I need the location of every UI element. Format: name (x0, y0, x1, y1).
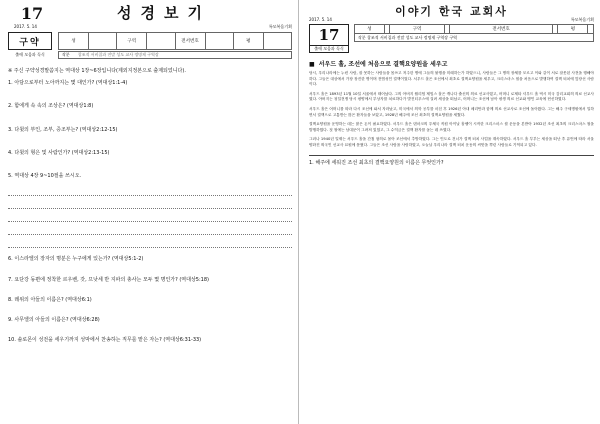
question-text: 역대상 4장 9~10절을 쓰시오. (14, 173, 82, 179)
phone-field[interactable] (205, 33, 233, 50)
question-text: 사무엘의 아들의 이름은? (14, 317, 69, 323)
question-item (8, 277, 292, 283)
info-header: 성 (355, 25, 385, 34)
answer-line[interactable] (8, 222, 292, 235)
question-text: 요단강 동편에 정착한 르우벤, 갓, 므낫세 반 지파의 총사는 모두 몇 명인가? (14, 276, 178, 283)
question-number: 10. (8, 337, 16, 344)
question-number: 4. (8, 149, 13, 156)
question-text: 다윗의 형은 및 사람인가? (14, 149, 71, 156)
question-ref: (역대상6:1) (65, 296, 92, 303)
ref-label: 출애 모음과 독식 (15, 52, 45, 57)
district-field[interactable] (147, 33, 175, 50)
score-field[interactable] (263, 33, 291, 50)
article-title (309, 59, 594, 68)
publisher: 특모복음기획 (268, 24, 292, 29)
question-text: 이스라엘의 장자의 명분은 누구에게 있는가? (14, 256, 111, 263)
article-paragraph: 결핵요양원을 운영하는 데는 많은 돈이 필요하였다. 서우드 홀은 덴마크의 우체국 직원 아이날 홀벨이 시작한 크리스마스 씰 운동을 본받아 1932년 조선 최초의 크리스마스 씰을 발행하였다. 첫 씰에는 남대문이 그려져 있었고, 그 수익금은 결핵 환자를 돕는 데 쓰였다. (309, 122, 594, 132)
instructions: ※ 주신 구약성경말씀지는 역대상 1장~6장입니다(제외지정본으로 출제되었니다). (8, 68, 186, 74)
question-ref: (역대상6:28) (70, 317, 100, 323)
question-text: 레위의 아들의 이름은? (14, 296, 64, 303)
quiz-text: 1. 해주에 세워진 조선 최초의 결핵요양원의 이름은 무엇인가? (309, 159, 444, 166)
left-header (8, 3, 292, 23)
question-ref: (역대상2:13-15) (71, 149, 110, 156)
question-item (8, 173, 292, 248)
page-title: 이야기 한국 교회사 (395, 5, 508, 18)
question-ref: (역대상6:31-33) (163, 337, 202, 344)
role-options: 창조적 서비집과 전말 성도 교사 정명제 구역장 (77, 52, 159, 57)
right-info-row (309, 24, 594, 53)
answer-line[interactable] (8, 209, 292, 222)
info-table (354, 24, 594, 34)
left-page (0, 0, 299, 424)
question-number: 1. (8, 80, 13, 86)
article-body (309, 71, 594, 149)
question-item (8, 80, 292, 86)
info-header: 평 (558, 25, 588, 34)
question-number: 6. (8, 256, 13, 263)
article-title-text: 서우드 홀, 조선에 처음으로 결핵요양원을 세우고 (318, 61, 448, 68)
answer-line[interactable] (8, 196, 292, 209)
question-number: 9. (8, 317, 13, 323)
issue-date: 2017. 5. 14 (14, 24, 37, 29)
bullet-icon: ■ (309, 61, 315, 68)
question-number: 2. (8, 103, 13, 110)
page-title: 성경보기 (117, 4, 211, 22)
question-item (8, 337, 292, 343)
info-header: 구역 (390, 25, 444, 34)
answer-line[interactable] (8, 235, 292, 248)
question-ref: (역대상5:1-2) (111, 256, 144, 263)
info-header: 평 (233, 33, 263, 50)
question-text: 함에게 속 속의 조상은? (14, 103, 66, 110)
score-field[interactable] (588, 25, 594, 34)
issue-number: 17 (20, 4, 44, 23)
question-text: 솔로몬이 성전을 세우기까지 성막에서 찬송하는 직무를 맡은 자는? (17, 337, 162, 344)
right-page (301, 0, 600, 424)
quiz-question (309, 155, 594, 166)
question-text: 다윗의 부인, 조부, 증조부는? (14, 126, 79, 133)
publisher: 특모복음기획 (570, 17, 594, 22)
question-item (8, 127, 292, 133)
role-row (8, 51, 292, 59)
question-item (8, 256, 292, 262)
issue-number: 17 (318, 26, 340, 44)
article-paragraph: 당시, 우리나라에는 누런 사람, 잘 못하는 사람들을 몹쓰고 저주한 병에 그들의 불행을 미때하는가 하였으니, 사람들은 그 병의 장체를 모르고 이와 같이 서로 잘못된 사전을 행해야 하다. 그들은 대상에서 가장 장진한 병이며 전염성인 결핵이었다. 서우드 홀은 조선에서 최초로 결핵요양원을 세우고, 크리스마스 씰을 처음으로 발행하여 결핵 퇴치에 앞장선 사람이다. (309, 71, 594, 87)
issue-box-sub: 출애 모음과 독식 (310, 45, 348, 52)
question-item (8, 297, 292, 303)
question-item (8, 317, 292, 323)
question-ref: (역대상1:1-4) (95, 80, 128, 86)
answer-lines[interactable] (8, 183, 292, 248)
article-paragraph: 그러나 1940년 일제는 서우드 홀을 간첩 혐의로 몰아 조선에서 추방하였다. 그는 인도로 건너가 결핵 퇴치 사업을 계속하였다. 서우드 홀 부부는 세상을 떠난 후 유언에 따라 서울 양화진 외국인 선교사 묘원에 묻혔다. 그들은 조선 사람을 사랑하였고, 오늘날 우리나라 결핵 퇴치 운동의 씨앗을 뿌린 사람들로 기억되고 있다. (309, 137, 594, 147)
question-number: 7. (8, 276, 13, 283)
question-list (8, 80, 292, 344)
role-box (58, 51, 292, 59)
testament-nameplate: 구약 (8, 32, 52, 50)
info-header: 전서번호 (450, 25, 553, 34)
question-number: 8. (8, 296, 13, 303)
info-header: 전서번호 (175, 33, 205, 50)
question-ref: (역대상1:8) (66, 103, 94, 110)
question-ref: (역대상5:18) (179, 276, 209, 283)
role-label: 작분 (62, 52, 70, 57)
answer-line[interactable] (8, 183, 292, 196)
question-item (8, 150, 292, 156)
right-info (354, 24, 594, 53)
article-paragraph: 서우드 홀은 1893년 11월 10일 서울에서 태어났다. 그의 아버지 윌리엄 제임스 홀은 캐나다 출신의 의료 선교사였고, 어머니 로제타 셔우드 홀 역시 미국 감리교회의 의료 선교사였다. 아버지는 청일전쟁 당시 평양에서 부상자를 치료하다가 발진티푸스에 걸려 세상을 떠났고, 어머니는 조선에 남아 평생 의료 선교와 맹인 교육에 헌신하였다. (309, 91, 594, 102)
question-number: 5. (8, 173, 13, 179)
info-header: 성 (59, 33, 89, 50)
question-text: 아담으로부터 노아까지는 몇 대인가? (14, 80, 95, 86)
info-header: 구역 (117, 33, 147, 50)
question-number: 3. (8, 126, 13, 133)
name-field[interactable] (89, 33, 117, 50)
question-ref: (역대상2:12-15) (79, 126, 118, 133)
role-box: 작분 창조적 서비집과 전말 성도 교사 정명제 구역장 구역 (354, 34, 594, 42)
article-paragraph: 서우드 홀은 어머니를 따라 다시 조선에 와서 자라났고, 미국에서 의학 공부를 마친 후 1926년 아내 메리안과 함께 의료 선교사로 조선에 돌아왔다. 그는 해주 구세병원에서 일하면서 결핵으로 고통받는 많은 환자들을 보았고, 1928년 해주에 조선 최초의 결핵요양원을 세웠다. (309, 106, 594, 117)
issue-box (309, 24, 349, 53)
info-table (58, 32, 292, 50)
info-row (8, 32, 292, 50)
question-item (8, 103, 292, 109)
issue-date: 2017. 5. 14 (309, 17, 332, 22)
